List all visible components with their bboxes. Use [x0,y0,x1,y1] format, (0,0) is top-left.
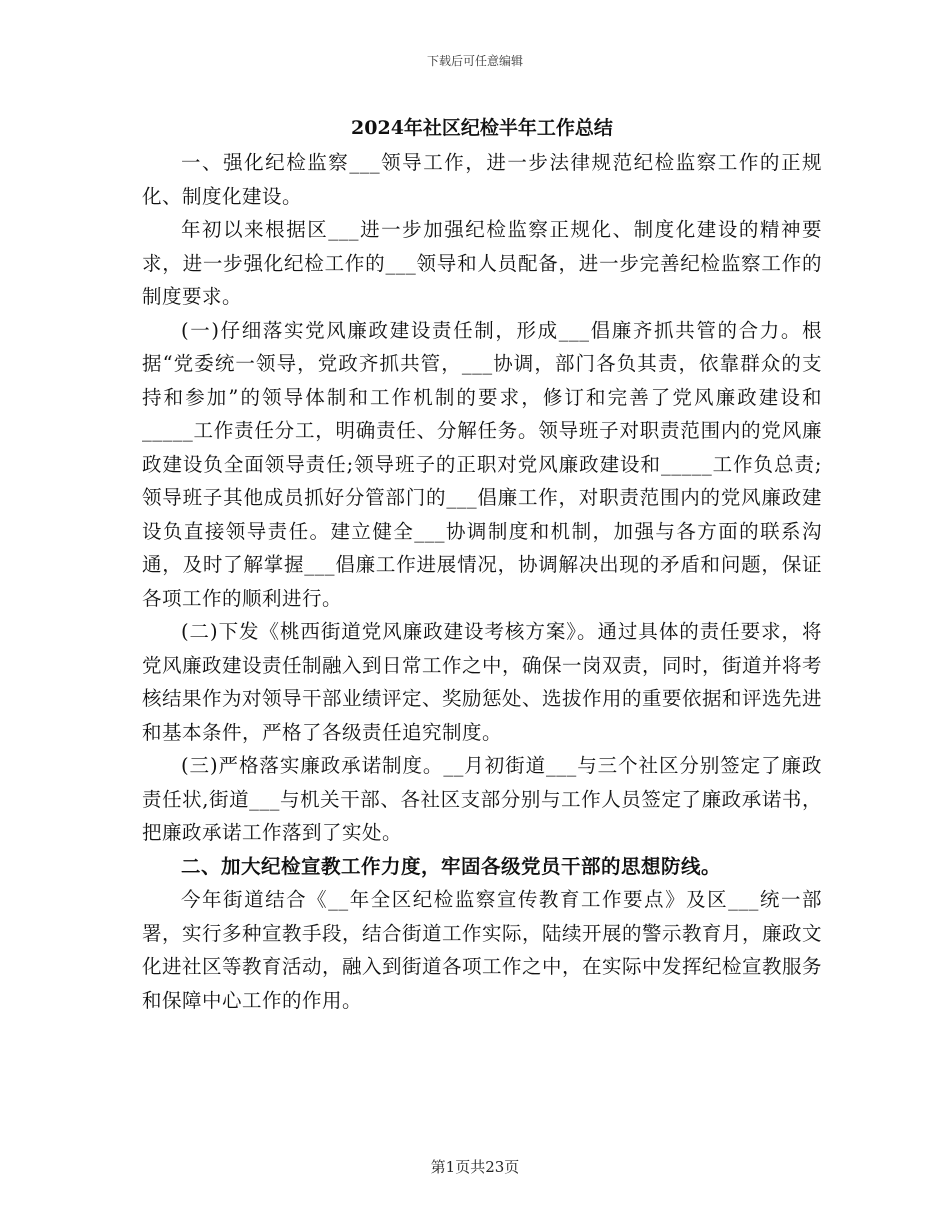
page-header-note: 下载后可任意编辑 [426,54,523,68]
document-title: 2024年社区纪检半年工作总结 [351,117,613,139]
paragraph-item-1: (一)仔细落实党风廉政建设责任制，形成___倡廉齐抓共管的合力。根据“党委统一领导，党政齐抓共管，___协调，部门各负其责，依靠群众的支持和参加”的领导体制和工作机制的要求，修订和完善了党风廉政建设和_____工作责任分工，明确责任、分解任务。领导班子对职责范围内的党风廉政建设负全面领导责任;领导班子的正职对党风廉政建设和_____工作负总责;领导班子其他成员抓好分管部门的___倡廉工作，对职责范围内的党风廉政建设负直接领导责任。建立健全___协调制度和机制，加强与各方面的联系沟通，及时了解掌握___倡廉工作进展情况，协调解决出现的矛盾和问题，保证各项工作的顺利进行。 [142,318,822,610]
paragraph-item-2: (二)下发《桃西街道党风廉政建设考核方案》。通过具体的责任要求，将党风廉政建设责任制融入到日常工作之中，确保一岗双责，同时，街道并将考核结果作为对领导干部业绩评定、奖励惩处、选拔作用的重要依据和评选先进和基本条件，严格了各级责任追究制度。 [142,620,823,744]
paragraph-intro: 年初以来根据区___进一步加强纪检监察正规化、制度化建设的精神要求，进一步强化纪检工作的___领导和人员配备，进一步完善纪检监察工作的制度要求。 [142,218,822,308]
paragraph-section-2-body: 今年街道结合《__年全区纪检监察宣传教育工作要点》及区___统一部署，实行多种宣教手段，结合街道工作实际，陆续开展的警示教育月，廉政文化进社区等教育活动，融入到街道各项工作之中，在实际中发挥纪检宣教服务和保障中心工作的作用。 [142,888,823,1012]
paragraph-section-2-heading: 二、加大纪检宣教工作力度，牢固各级党员干部的思想防线。 [181,854,722,878]
page-footer-number: 第1页共23页 [430,1158,520,1176]
paragraph-item-3: (三)严格落实廉政承诺制度。__月初街道___与三个社区分别签定了廉政责任状,街道___与机关干部、各社区支部分别与工作人员签定了廉政承诺书，把廉政承诺工作落到了实处。 [142,754,822,844]
document-body [142,114,822,1017]
paragraph-section-1-heading: 一、强化纪检监察___领导工作，进一步法律规范纪检监察工作的正规化、制度化建设。 [142,151,822,208]
